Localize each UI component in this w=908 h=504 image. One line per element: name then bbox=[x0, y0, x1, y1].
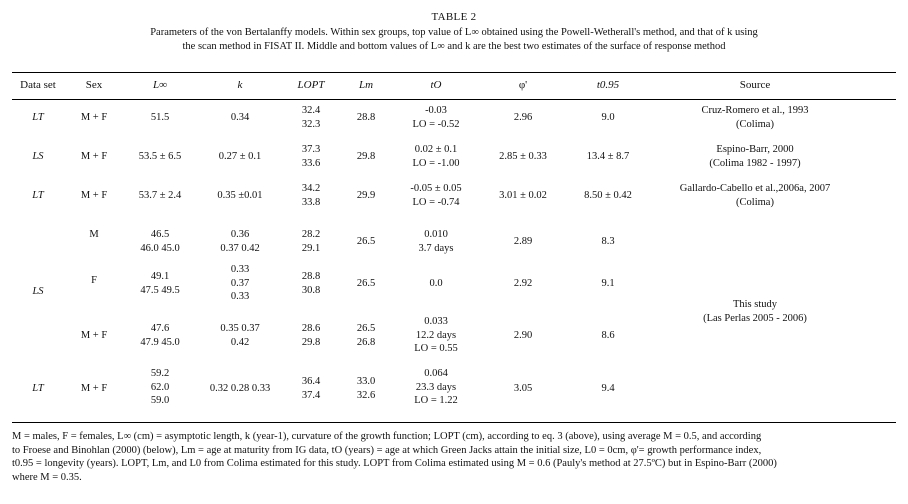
k-value: 0.37 bbox=[230, 277, 250, 289]
linf-value: 49.1 bbox=[150, 271, 170, 282]
source-line: Espino-Barr, 2000 bbox=[716, 144, 794, 155]
header-sex: Sex bbox=[85, 79, 103, 91]
header-source: Source bbox=[739, 79, 771, 91]
cell-t95: 9.4 bbox=[601, 383, 615, 394]
lopt-value: 37.3 bbox=[301, 144, 321, 155]
cell-t95: 13.4 ± 8.7 bbox=[586, 151, 630, 162]
cell-linf: 53.7 ± 2.4 bbox=[138, 190, 182, 201]
cell-lopt bbox=[286, 104, 336, 131]
k-value: 0.33 bbox=[230, 291, 250, 302]
k-value: 0.42 bbox=[230, 336, 250, 348]
cell-t0 bbox=[396, 367, 476, 408]
cell-source bbox=[670, 298, 840, 325]
cell-sex: M + F bbox=[80, 151, 108, 162]
linf-value: 62.0 bbox=[150, 381, 170, 393]
lopt-value: 28.8 bbox=[301, 271, 321, 282]
cell-phi: 2.85 ± 0.33 bbox=[499, 151, 547, 162]
cell-phi: 2.89 bbox=[513, 236, 533, 247]
cell-linf: 53.5 ± 6.5 bbox=[138, 151, 182, 162]
cell-linf bbox=[125, 228, 195, 255]
cell-sex: M + F bbox=[80, 383, 108, 394]
linf-value: 47.6 bbox=[150, 323, 170, 334]
source-line: (Colima 1982 - 1997) bbox=[709, 157, 801, 169]
cell-t0 bbox=[396, 228, 476, 255]
lopt-value: 37.4 bbox=[301, 389, 321, 401]
cell-dataset: LT bbox=[32, 383, 44, 394]
lopt-value: 29.1 bbox=[301, 242, 321, 254]
lopt-value: 28.2 bbox=[301, 229, 321, 240]
cell-t95: 8.6 bbox=[601, 330, 615, 341]
cell-linf bbox=[125, 367, 195, 408]
cell-t95: 9.1 bbox=[601, 278, 615, 289]
header-lm: Lm bbox=[358, 79, 374, 91]
cell-lopt bbox=[286, 270, 336, 297]
lopt-value: 30.8 bbox=[301, 284, 321, 296]
lopt-value: 28.6 bbox=[301, 323, 321, 334]
cell-lm: 29.9 bbox=[356, 190, 376, 201]
cell-source bbox=[660, 182, 850, 209]
source-line: Cruz-Romero et al., 1993 bbox=[701, 105, 809, 116]
t0-value: 0.033 bbox=[424, 316, 448, 327]
header-dataset: Data set bbox=[20, 79, 56, 91]
cell-lm: 29.8 bbox=[356, 151, 376, 162]
cell-phi: 3.05 bbox=[513, 383, 533, 394]
cell-lopt bbox=[286, 322, 336, 349]
cell-k: 0.27 ± 0.1 bbox=[218, 151, 262, 162]
t0-value: LO = -0.74 bbox=[412, 196, 460, 208]
cell-dataset: LT bbox=[32, 190, 44, 201]
cell-t0 bbox=[396, 182, 476, 209]
cell-phi: 2.92 bbox=[513, 278, 533, 289]
cell-sex: M + F bbox=[80, 190, 108, 201]
footnote-line-3: t0.95 = longevity (years). LOPT, Lm, and L0 from Colima estimated for this study. LOPT from Colima estimated using M = 0.6 (Pauly's method at 27.5ºC) but in Espino-Barr (2000) bbox=[12, 458, 777, 470]
header-rule bbox=[12, 99, 896, 100]
lm-value: 26.5 bbox=[356, 323, 376, 334]
linf-value: 47.9 45.0 bbox=[140, 336, 180, 348]
cell-k: 0.35 ±0.01 bbox=[217, 190, 263, 201]
lopt-value: 32.4 bbox=[301, 105, 321, 116]
cell-t0 bbox=[396, 143, 476, 170]
header-phi: φ' bbox=[518, 79, 528, 91]
cell-k: 0.32 0.28 0.33 bbox=[209, 383, 271, 394]
header-lopt: LOPT bbox=[297, 79, 325, 91]
cell-lm: 28.8 bbox=[356, 112, 376, 123]
cell-phi: 2.90 bbox=[513, 330, 533, 341]
k-value: 0.33 bbox=[230, 264, 250, 275]
lopt-value: 33.8 bbox=[301, 196, 321, 208]
footnote-line-4: where M = 0.35. bbox=[12, 472, 82, 484]
caption-line-2: the scan method in FISAT II. Middle and bottom values of L∞ and k are the best two estimates of the surface of response method bbox=[182, 41, 726, 52]
t0-value: 12.2 days bbox=[415, 329, 457, 341]
header-t95: t0.95 bbox=[596, 79, 620, 91]
linf-value: 59.2 bbox=[150, 368, 170, 379]
cell-source bbox=[670, 104, 840, 131]
cell-phi: 2.96 bbox=[513, 112, 533, 123]
caption-line-1: Parameters of the von Bertalanffy models. Within sex groups, top value of L∞ obtained using the Powell-Wetherall's method, and that of k using bbox=[150, 27, 758, 38]
header-k: k bbox=[237, 79, 243, 91]
t0-value: LO = -1.00 bbox=[412, 157, 460, 169]
source-line: (Las Perlas 2005 - 2006) bbox=[703, 312, 807, 324]
lopt-value: 34.2 bbox=[301, 183, 321, 194]
linf-value: 46.5 bbox=[150, 229, 170, 240]
cell-t0 bbox=[396, 315, 476, 356]
cell-sex: M + F bbox=[80, 112, 108, 123]
cell-k bbox=[200, 228, 280, 255]
cell-t95: 9.0 bbox=[601, 112, 615, 123]
cell-t0 bbox=[396, 104, 476, 131]
cell-dataset: LT bbox=[32, 112, 44, 123]
lm-value: 32.6 bbox=[356, 389, 376, 401]
cell-lopt bbox=[286, 182, 336, 209]
lopt-value: 32.3 bbox=[301, 118, 321, 130]
cell-sex: M bbox=[89, 229, 99, 240]
source-line: (Colima) bbox=[736, 196, 774, 208]
cell-k bbox=[200, 322, 280, 349]
table-footnote bbox=[12, 430, 897, 485]
footnote-line-2: to Froese and Binohlan (2000) (below), Lm = age at maturity from IG data, tO (years) = age at which Green Jacks attain the initial size, L0 = 0cm, φ'= growth performance index, bbox=[12, 444, 762, 456]
k-value: 0.37 0.42 bbox=[220, 242, 260, 254]
t0-value: 0.0 bbox=[429, 278, 443, 289]
cell-lopt bbox=[286, 375, 336, 402]
cell-t95: 8.50 ± 0.42 bbox=[584, 190, 632, 201]
lm-value: 26.8 bbox=[356, 336, 376, 348]
cell-phi: 3.01 ± 0.02 bbox=[499, 190, 547, 201]
t0-value: LO = -0.52 bbox=[412, 118, 460, 130]
lopt-value: 29.8 bbox=[301, 336, 321, 348]
table-title: TABLE 2 bbox=[431, 11, 477, 23]
linf-value: 46.0 45.0 bbox=[140, 242, 180, 254]
k-value: 0.36 bbox=[230, 229, 250, 240]
k-value: 0.35 0.37 bbox=[220, 323, 260, 334]
source-line: This study bbox=[732, 299, 778, 310]
cell-dataset: LS bbox=[32, 286, 44, 297]
t0-value: 0.010 bbox=[424, 229, 448, 240]
t0-value: LO = 0.55 bbox=[414, 343, 458, 354]
lopt-value: 33.6 bbox=[301, 157, 321, 169]
cell-k bbox=[200, 263, 280, 304]
cell-lm: 26.5 bbox=[356, 236, 376, 247]
cell-linf bbox=[125, 322, 195, 349]
cell-dataset: LS bbox=[32, 151, 44, 162]
t0-value: 3.7 days bbox=[418, 242, 454, 254]
t0-value: 0.02 ± 0.1 bbox=[414, 144, 458, 155]
t0-value: 23.3 days bbox=[415, 381, 457, 393]
cell-sex: F bbox=[91, 275, 97, 286]
header-t0: tO bbox=[430, 79, 442, 91]
cell-lm: 26.5 bbox=[356, 278, 376, 289]
source-line: Gallardo-Cabello et al.,2006a, 2007 bbox=[679, 183, 831, 194]
bottom-rule bbox=[12, 422, 896, 423]
t0-value: -0.05 ± 0.05 bbox=[410, 183, 462, 194]
cell-source bbox=[670, 143, 840, 170]
cell-k: 0.34 bbox=[230, 112, 250, 123]
cell-linf bbox=[125, 270, 195, 297]
source-line: (Colima) bbox=[736, 118, 774, 130]
linf-value: 59.0 bbox=[150, 395, 170, 406]
t0-value: LO = 1.22 bbox=[414, 395, 458, 406]
cell-t0 bbox=[396, 277, 476, 291]
cell-lopt bbox=[286, 143, 336, 170]
lm-value: 33.0 bbox=[356, 376, 376, 387]
top-rule bbox=[12, 72, 896, 73]
t0-value: -0.03 bbox=[425, 105, 447, 116]
t0-value: 0.064 bbox=[424, 368, 448, 379]
lopt-value: 36.4 bbox=[301, 376, 321, 387]
cell-sex: M + F bbox=[80, 330, 108, 341]
header-linf: L∞ bbox=[153, 79, 167, 91]
linf-value: 47.5 49.5 bbox=[140, 284, 180, 296]
cell-lopt bbox=[286, 228, 336, 255]
cell-linf: 51.5 bbox=[150, 112, 170, 123]
cell-lm bbox=[341, 322, 391, 349]
cell-lm bbox=[341, 375, 391, 402]
table-caption bbox=[20, 26, 888, 54]
footnote-line-1: M = males, F = females, L∞ (cm) = asymptotic length, k (year-1), curvature of the growth function; LOPT (cm), according to eq. 3 (above), using average M = 0.5, and according bbox=[12, 431, 762, 442]
cell-t95: 8.3 bbox=[601, 236, 615, 247]
